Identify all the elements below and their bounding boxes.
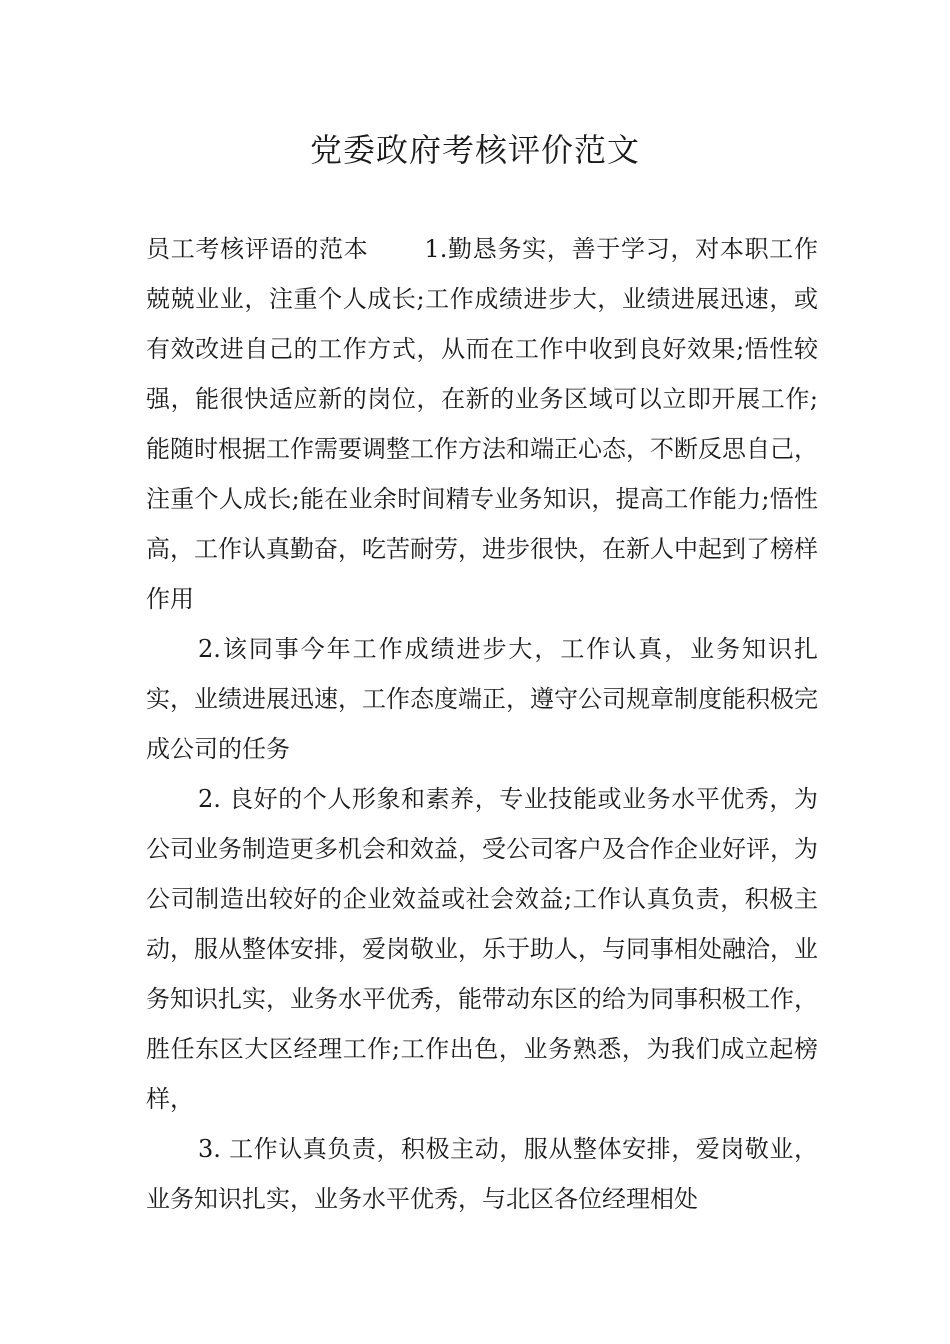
paragraph-2: 2.该同事今年工作成绩进步大，工作认真，业务知识扎实，业绩进展迅速，工作态度端正，遵守公司规章制度能积极完成公司的任务 <box>146 635 818 763</box>
document-title: 党委政府考核评价范文 <box>309 131 640 169</box>
paragraph-1 <box>146 224 818 624</box>
lead-heading: 员工考核评语的范本 <box>146 235 369 263</box>
paragraph-3: 2. 良好的个人形象和素养，专业技能或业务水平优秀，为公司业务制造更多机会和效益，受公司客户及合作企业好评，为公司制造出较好的企业效益或社会效益;工作认真负责，积极主动，服从整体安排，爱岗敬业，乐于助人，与同事相处融洽，业务知识扎实，业务水平优秀，能带动东区的给为同事积极工作，胜任东区大区经理工作;工作出色，业务熟悉，为我们成立起榜样， <box>146 785 818 1113</box>
paragraph-4: 3. 工作认真负责，积极主动，服从整体安排，爱岗敬业，业务知识扎实，业务水平优秀，与北区各位经理相处 <box>146 1135 818 1213</box>
document-body <box>146 224 818 1224</box>
paragraph-1-text: 1.勤恳务实，善于学习，对本职工作兢兢业业，注重个人成长;工作成绩进步大，业绩进展迅速，或有效改进自己的工作方式，从而在工作中收到良好效果;悟性较强，能很快适应新的岗位，在新的业务区域可以立即开展工作;能随时根据工作需要调整工作方法和端正心态，不断反思自己，注重个人成长;能在业余时间精专业务知识，提高工作能力;悟性高，工作认真勤奋，吃苦耐劳，进步很快，在新人中起到了榜样作用 <box>146 235 819 613</box>
